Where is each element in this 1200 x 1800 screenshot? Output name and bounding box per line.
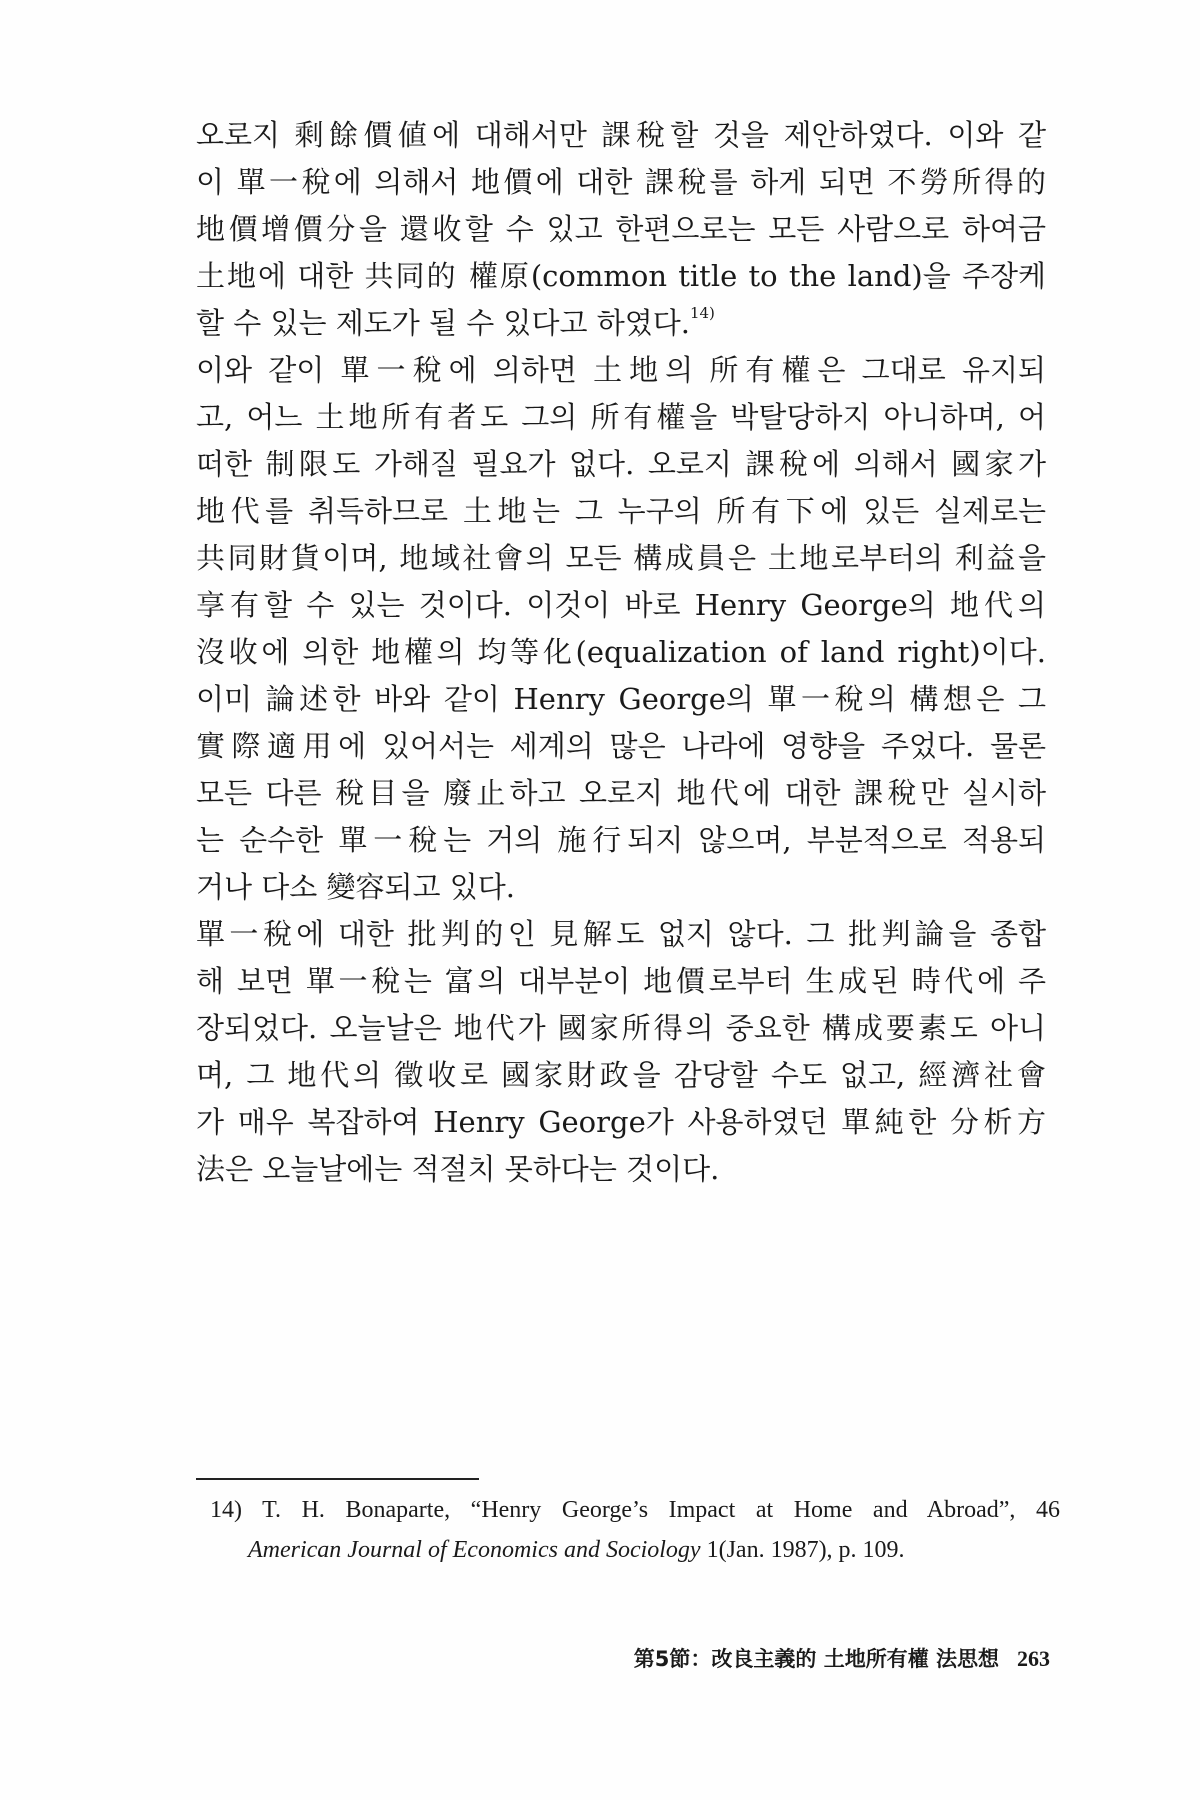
text-line: 모든 다른 稅目을 廢止하고 오로지 地代에 대한 課稅만 실시하 xyxy=(196,776,1046,810)
body-text xyxy=(196,112,1046,1193)
section-title: 第5節：改良主義的 土地所有權 法思想 xyxy=(633,1647,999,1671)
text-line: 거나 다소 變容되고 있다. xyxy=(196,870,515,904)
text-line: 이미 論述한 바와 같이 Henry George의 單一稅의 構想은 그 xyxy=(196,682,1046,716)
text-line: 實際適用에 있어서는 세계의 많은 나라에 영향을 주었다. 물론 xyxy=(196,729,1046,763)
footnote-citation-tail: 1(Jan. 1987), p. 109. xyxy=(706,1537,905,1563)
text-line: 地價增價分을 還收할 수 있고 한편으로는 모든 사람으로 하여금 xyxy=(196,212,1046,246)
text-line: 單一稅에 대한 批判的인 見解도 없지 않다. 그 批判論을 종합 xyxy=(196,917,1046,951)
text-line: 해 보면 單一稅는 富의 대부분이 地價로부터 生成된 時代에 주 xyxy=(196,964,1046,998)
footnote-divider xyxy=(196,1478,479,1480)
footnote-author-title: T. H. Bonaparte, “Henry George’s Impact at Home and Abroad”, 46 xyxy=(262,1497,1060,1523)
text-line: 할 수 있는 제도가 될 수 있다고 하였다.$^{14)}$ xyxy=(196,304,715,340)
text-line: 法은 오늘날에는 적절치 못하다는 것이다. xyxy=(196,1152,720,1186)
text-line: 共同財貨이며, 地域社會의 모든 構成員은 土地로부터의 利益을 xyxy=(196,541,1046,575)
text-line: 이 單一稅에 의해서 地價에 대한 課稅를 하게 되면 不勞所得的 xyxy=(196,165,1046,199)
running-footer xyxy=(634,1643,1050,1673)
footnote xyxy=(210,1490,1060,1570)
footnote-journal: American Journal of Economics and Sociology xyxy=(248,1537,701,1563)
text-line: 享有할 수 있는 것이다. 이것이 바로 Henry George의 地代의 xyxy=(196,588,1046,622)
text-line: 地代를 취득하므로 土地는 그 누구의 所有下에 있든 실제로는 xyxy=(196,494,1046,528)
text-line: 고, 어느 土地所有者도 그의 所有權을 박탈당하지 아니하며, 어 xyxy=(196,400,1046,434)
text-line: 이와 같이 單一稅에 의하면 土地의 所有權은 그대로 유지되 xyxy=(196,353,1046,387)
footnote-line xyxy=(210,1490,1060,1530)
page-number: 263 xyxy=(1017,1646,1050,1671)
footnote-number: 14) xyxy=(210,1497,242,1523)
text-line: 며, 그 地代의 徵收로 國家財政을 감당할 수도 없고, 經濟社會 xyxy=(196,1058,1046,1092)
text-line: 沒收에 의한 地權의 均等化(equalization of land right)이다. xyxy=(196,635,1046,669)
text-line: 는 순수한 單一稅는 거의 施行되지 않으며, 부분적으로 적용되 xyxy=(196,823,1046,857)
footnote-reference: 14) xyxy=(689,304,715,322)
footnote-line xyxy=(210,1530,1060,1570)
text-line: 떠한 制限도 가해질 필요가 없다. 오로지 課稅에 의해서 國家가 xyxy=(196,447,1046,481)
text-line: 土地에 대한 共同的 權原(common title to the land)을 주장케 xyxy=(196,259,1046,293)
text-line: 가 매우 복잡하여 Henry George가 사용하였던 單純한 分析方 xyxy=(196,1105,1046,1139)
text-line: 오로지 剩餘價値에 대해서만 課稅할 것을 제안하였다. 이와 같 xyxy=(196,118,1046,152)
text-line: 장되었다. 오늘날은 地代가 國家所得의 중요한 構成要素도 아니 xyxy=(196,1011,1046,1045)
